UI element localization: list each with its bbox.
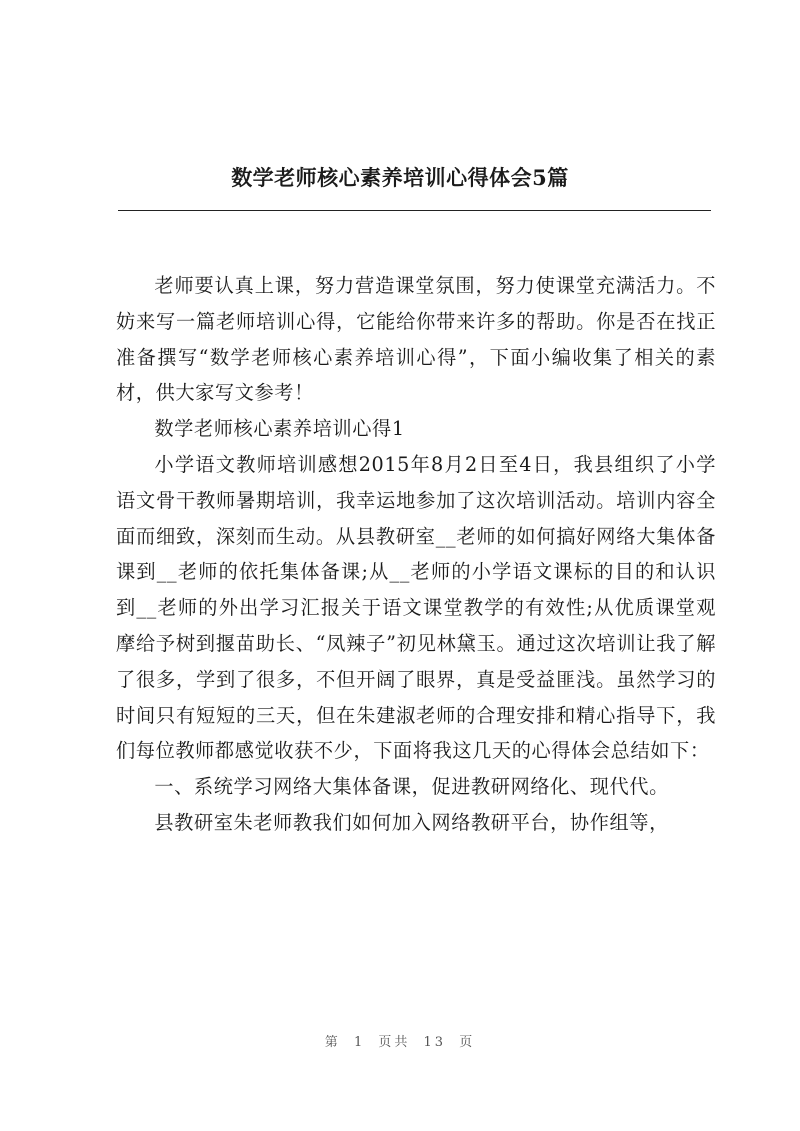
document-body xyxy=(116,268,716,841)
document-title: 数学老师核心素养培训心得体会5篇 xyxy=(231,165,569,190)
footer-total-pages: 13 xyxy=(423,1035,447,1050)
subsection-heading: 一、系统学习网络大集体备课，促进教研网络化、现代代。 xyxy=(154,775,669,799)
section-heading: 数学老师核心素养培训心得1 xyxy=(154,417,405,441)
footer-prefix: 第 xyxy=(324,1035,341,1050)
footer-suffix: 页 xyxy=(459,1035,476,1050)
page-footer xyxy=(0,1031,800,1050)
body-paragraph: 小学语文教师培训感想2015年8月2日至4日，我县组织了小学语文骨干教师暑期培训，我幸运地参加了这次培训活动。培训内容全面而细致，深刻而生动。从县教研室__老师的如何搞好网络大集体备课到__老师的依托集体备课;从__老师的小学语文课标的目的和认识到__老师的外出学习汇报关于语文课堂教学的有效性;从优质课堂观摩给予树到揠苗助长、“凤辣子”初见林黛玉。通过这次培训让我了解了很多，学到了很多，不但开阔了眼界，真是受益匪浅。虽然学习的时间只有短短的三天，但在朱建淑老师的合理安排和精心指导下，我们每位教师都感觉收获不少，下面将我这几天的心得体会总结如下： xyxy=(116,452,716,763)
footer-current-page: 1 xyxy=(353,1035,366,1050)
title-underline xyxy=(118,210,711,211)
intro-paragraph: 老师要认真上课，努力营造课堂氛围，努力使课堂充满活力。不妨来写一篇老师培训心得，它能给你带来许多的帮助。你是否在找正准备撰写“数学老师核心素养培训心得”，下面小编收集了相关的素材，供大家写文参考！ xyxy=(116,274,716,405)
footer-middle: 页共 xyxy=(378,1035,411,1050)
body-paragraph-continued: 县教研室朱老师教我们如何加入网络教研平台，协作组等， xyxy=(154,810,669,834)
